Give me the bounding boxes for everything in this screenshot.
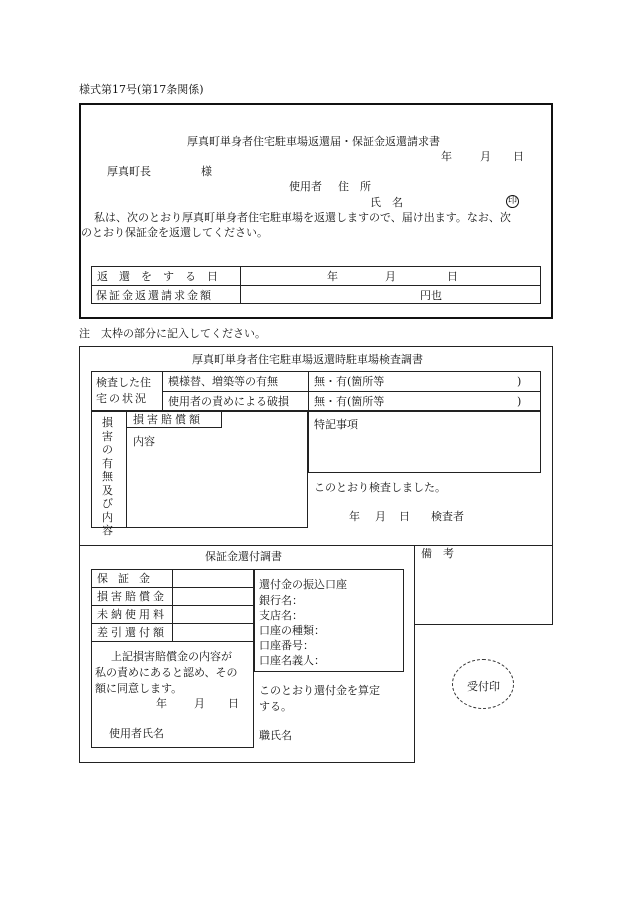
close-paren: )	[517, 375, 522, 388]
divider	[91, 285, 541, 286]
divider	[162, 391, 541, 392]
divider	[240, 266, 241, 304]
divider	[162, 371, 163, 411]
consent-month: 月	[194, 697, 205, 710]
consent-line1: 上記損害賠償金の内容が	[111, 650, 232, 663]
calc-line2: する。	[259, 700, 292, 713]
date-day: 日	[513, 150, 524, 163]
honorific: 様	[201, 165, 212, 178]
date-month: 月	[480, 150, 491, 163]
return-date-month: 月	[385, 270, 396, 283]
request-body-line1: 私は、次のとおり厚真町単身者住宅駐車場を返還しますので、届け出ます。なお、次	[94, 211, 511, 224]
received-stamp-label: 受付印	[467, 680, 500, 693]
notes-label: 備 考	[421, 547, 454, 560]
branch-name-field: 支店名：	[259, 609, 303, 622]
seal-mark: 印	[507, 196, 517, 206]
user-label: 使用者	[289, 180, 322, 193]
divider	[308, 371, 309, 411]
inspect-day: 日	[399, 510, 410, 523]
refund-amount-label: 保証金返還請求金額	[96, 289, 213, 302]
damage-option: 無・有(箇所等	[314, 395, 385, 408]
official-label: 職氏名	[259, 729, 292, 742]
inspect-month: 月	[375, 510, 386, 523]
refund-title: 保証金還付調書	[205, 550, 282, 563]
divider	[126, 427, 222, 428]
alteration-label: 模様替、増築等の有無	[168, 375, 278, 388]
consent-line3: 額に同意します。	[95, 682, 183, 695]
refund-row-damages: 損害賠償金	[97, 590, 167, 603]
user-name-label: 使用者氏名	[109, 727, 164, 740]
addressee: 厚真町長	[107, 165, 151, 178]
refund-row-unpaid: 未納使用料	[97, 608, 167, 621]
close-paren: )	[517, 395, 522, 408]
refund-row-net: 差引還付額	[97, 626, 167, 639]
status-label-line1: 検査した住	[96, 376, 151, 389]
inspector-label: 検査者	[431, 510, 464, 523]
return-form-title: 厚真町単身者住宅駐車場返還届・保証金返還請求書	[187, 135, 440, 148]
account-holder-field: 口座名義人：	[259, 654, 325, 667]
divider	[91, 587, 254, 588]
divider	[91, 623, 254, 624]
inspect-year: 年	[349, 510, 360, 523]
divider	[91, 605, 254, 606]
inspected-text: このとおり検査しました。	[314, 481, 446, 494]
status-label-line2: 宅の状況	[96, 392, 148, 405]
consent-line2: 私の責めにあると認め、その	[95, 666, 238, 679]
request-body-line2: のとおり保証金を返還してください。	[81, 226, 268, 239]
divider	[221, 411, 222, 427]
return-date-day: 日	[447, 270, 458, 283]
account-type-field: 口座の種類：	[259, 624, 325, 637]
account-number-field: 口座番号：	[259, 639, 314, 652]
damage-label: 損害の有無及び内容	[102, 416, 113, 537]
divider	[126, 411, 127, 528]
alteration-option: 無・有(箇所等	[314, 375, 385, 388]
return-date-label: 返 還 を す る 日	[97, 270, 218, 283]
refund-row-deposit: 保証金	[97, 572, 160, 585]
content-label: 内容	[133, 435, 155, 448]
note-text: 注 太枠の部分に記入してください。	[79, 327, 266, 340]
calc-line1: このとおり還付金を算定	[259, 684, 380, 697]
form-number: 様式第17号(第17条関係)	[79, 83, 204, 96]
divider	[91, 641, 254, 642]
return-date-year: 年	[327, 270, 338, 283]
consent-day: 日	[228, 697, 239, 710]
damage-amount-label: 損害賠償額	[133, 413, 203, 426]
name-label: 氏 名	[370, 196, 403, 209]
inspection-title: 厚真町単身者住宅駐車場返還時駐車場検査調書	[192, 353, 423, 366]
yen-label: 円也	[420, 289, 442, 302]
consent-year: 年	[156, 697, 167, 710]
damage-by-user-label: 使用者の責めによる破損	[168, 395, 289, 408]
remarks-label: 特記事項	[314, 418, 358, 431]
damage-box	[91, 411, 308, 528]
date-year: 年	[441, 150, 452, 163]
bank-title: 還付金の振込口座	[259, 578, 347, 591]
address-label: 住 所	[338, 180, 371, 193]
bank-name-field: 銀行名：	[259, 594, 303, 607]
